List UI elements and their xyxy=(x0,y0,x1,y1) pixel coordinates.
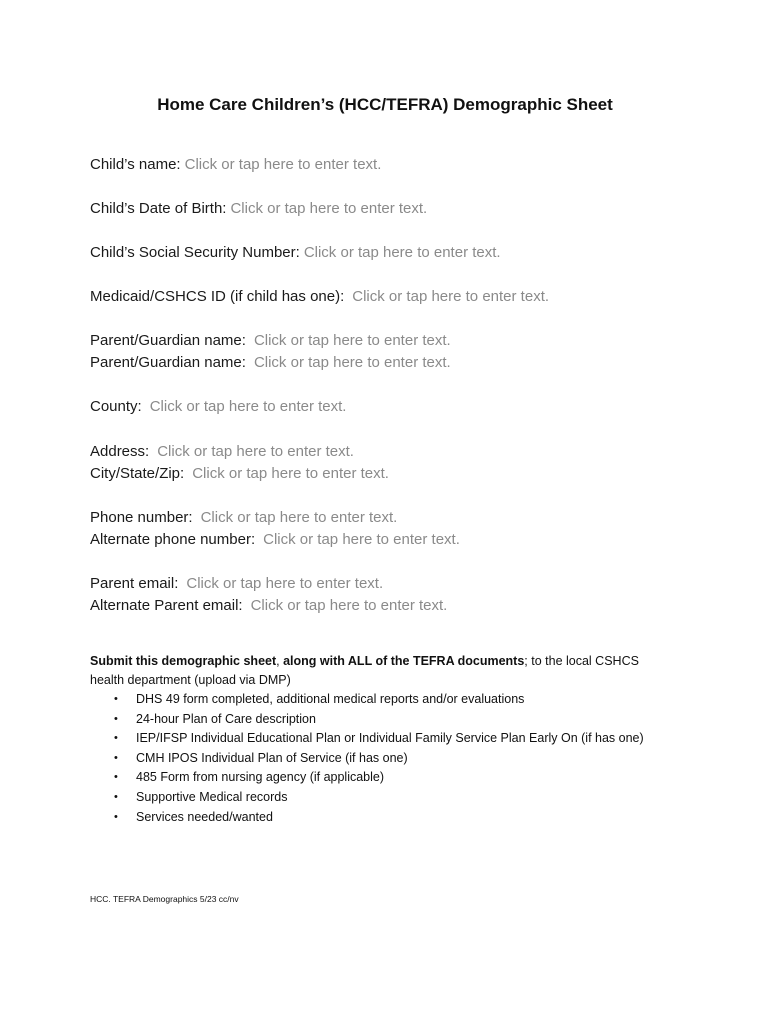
bullet-icon: • xyxy=(114,810,118,823)
child-name-label: Child’s name: xyxy=(90,156,181,173)
list-item-text: 24-hour Plan of Care description xyxy=(136,711,316,726)
bullet-icon: • xyxy=(114,751,118,764)
county-input[interactable]: Click or tap here to enter text. xyxy=(149,398,347,415)
submission-separator: , xyxy=(276,654,284,668)
parent-name-2-input[interactable]: Click or tap here to enter text. xyxy=(253,354,451,371)
child-ssn-field xyxy=(90,243,501,263)
page-title: Home Care Children’s (HCC/TEFRA) Demographic Sheet xyxy=(157,95,613,114)
parent-name-2-field xyxy=(90,353,451,373)
list-item-text: 485 Form from nursing agency (if applicable) xyxy=(136,770,385,785)
list-item xyxy=(114,729,670,749)
parent-email-input[interactable]: Click or tap here to enter text. xyxy=(186,575,384,592)
child-name-input[interactable]: Click or tap here to enter text. xyxy=(184,156,382,173)
footer-note: HCC. TEFRA Demographics 5/23 cc/nv xyxy=(90,894,239,904)
bullet-icon: • xyxy=(114,771,118,784)
submission-bold-1: Submit this demographic sheet xyxy=(90,654,277,668)
submission-paragraph xyxy=(90,652,670,690)
list-item-text: Supportive Medical records xyxy=(136,789,288,804)
child-ssn-input[interactable]: Click or tap here to enter text. xyxy=(303,244,501,261)
parent-name-2-label: Parent/Guardian name: xyxy=(90,354,246,371)
child-ssn-label: Child’s Social Security Number: xyxy=(90,244,300,261)
address-input[interactable]: Click or tap here to enter text. xyxy=(157,443,354,460)
medicaid-id-field xyxy=(90,287,549,307)
phone-field xyxy=(90,508,397,528)
parent-email-field xyxy=(90,574,383,594)
medicaid-id-input[interactable]: Click or tap here to enter text. xyxy=(352,288,550,305)
bullet-icon: • xyxy=(114,790,118,803)
alt-phone-label: Alternate phone number: xyxy=(90,531,256,548)
city-state-zip-label: City/State/Zip: xyxy=(90,465,185,482)
parent-name-1-label: Parent/Guardian name: xyxy=(90,332,246,349)
child-dob-field xyxy=(90,199,427,219)
list-item xyxy=(114,788,670,808)
bullet-icon: • xyxy=(114,732,118,745)
alt-parent-email-field xyxy=(90,596,447,616)
alt-parent-email-label: Alternate Parent email: xyxy=(90,597,243,614)
phone-label: Phone number: xyxy=(90,509,193,526)
parent-email-label: Parent email: xyxy=(90,575,179,592)
list-item xyxy=(114,808,670,828)
child-name-field xyxy=(90,155,381,175)
bullet-icon: • xyxy=(114,712,118,725)
phone-input[interactable]: Click or tap here to enter text. xyxy=(200,509,398,526)
list-item-text: Services needed/wanted xyxy=(136,809,273,824)
list-item-text: DHS 49 form completed, additional medical reports and/or evaluations xyxy=(136,692,525,706)
alt-phone-field xyxy=(90,530,460,550)
parent-name-1-field xyxy=(90,331,451,351)
alt-parent-email-input[interactable]: Click or tap here to enter text. xyxy=(250,597,448,614)
city-state-zip-field xyxy=(90,464,389,484)
list-item xyxy=(114,768,670,788)
bullet-icon: • xyxy=(114,693,118,705)
address-field xyxy=(90,442,354,462)
list-item xyxy=(114,710,670,730)
address-label: Address: xyxy=(90,443,150,460)
submission-instructions xyxy=(90,652,670,827)
list-item-text: IEP/IFSP Individual Educational Plan or Individual Family Service Plan Early On (if has one) xyxy=(136,731,644,746)
child-dob-input[interactable]: Click or tap here to enter text. xyxy=(230,200,428,217)
list-item xyxy=(114,690,670,710)
list-item xyxy=(114,749,670,769)
submission-bold-2: along with ALL of the TEFRA documents xyxy=(283,654,525,668)
parent-name-1-input[interactable]: Click or tap here to enter text. xyxy=(253,332,451,349)
alt-phone-input[interactable]: Click or tap here to enter text. xyxy=(263,531,460,548)
county-label: County: xyxy=(90,398,142,415)
county-field xyxy=(90,397,346,417)
city-state-zip-input[interactable]: Click or tap here to enter text. xyxy=(192,465,389,482)
list-item-text: CMH IPOS Individual Plan of Service (if has one) xyxy=(136,750,408,765)
required-documents-list xyxy=(90,690,670,827)
medicaid-id-label: Medicaid/CSHCS ID (if child has one): xyxy=(90,288,345,305)
child-dob-label: Child’s Date of Birth: xyxy=(90,200,227,217)
submission-rest: ; to the local CSHCS health department (upload via DMP) xyxy=(90,654,639,687)
